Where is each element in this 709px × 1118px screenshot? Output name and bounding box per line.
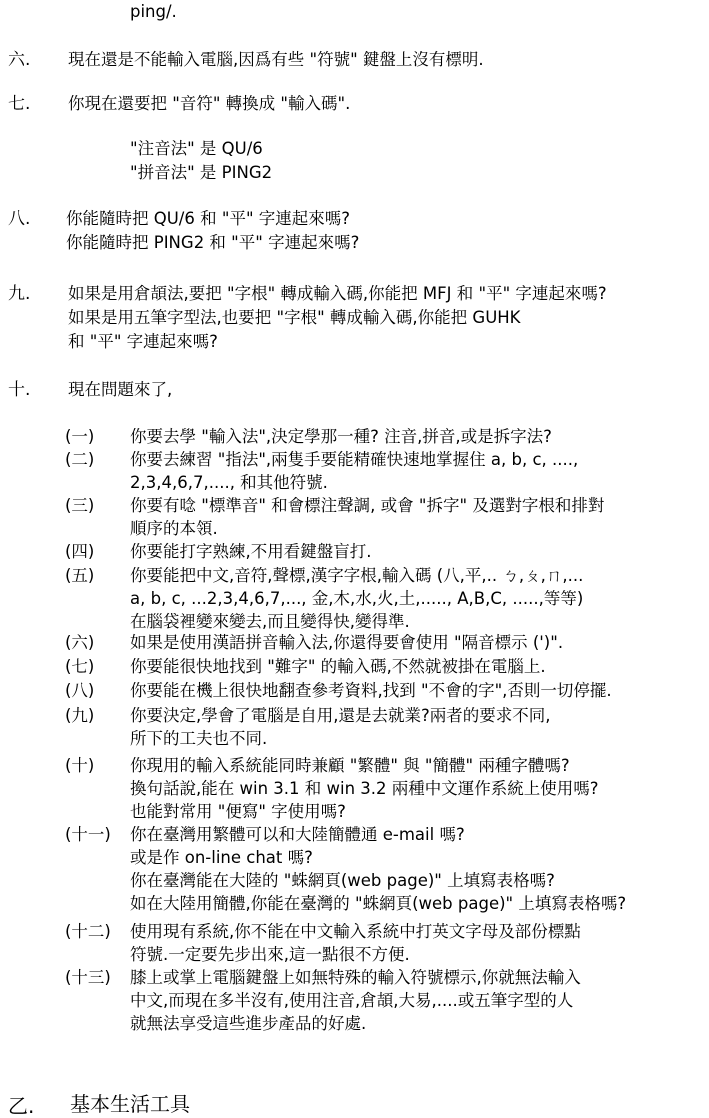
- item-text-line: 你在臺灣能在大陸的 "蛛網頁(web page)" 上填寫表格嗎?: [130, 871, 555, 890]
- section-number: 六.: [8, 50, 31, 70]
- section-number: 八.: [8, 209, 31, 229]
- item-text-line: 在腦袋裡變來變去,而且變得快,變得準.: [130, 612, 410, 631]
- footer-number: 乙.: [8, 1094, 35, 1118]
- item-text-line: 如在大陸用簡體,你能在臺灣的 "蛛網頁(web page)" 上填寫表格嗎?: [130, 894, 627, 913]
- item-text-line: 換句話說,能在 win 3.1 和 win 3.2 兩種中文運作系統上使用嗎?: [130, 779, 599, 798]
- section-text-line: 你能隨時把 QU/6 和 "平" 字連起來嗎?: [66, 209, 351, 228]
- item-text-line: 你在臺灣用繁體可以和大陸簡體通 e-mail 嗎?: [130, 825, 465, 844]
- section-text-line: 現在還是不能輸入電腦,因爲有些 "符號" 鍵盤上沒有標明.: [68, 50, 484, 69]
- item-text-line: 也能對常用 "便寫" 字使用嗎?: [130, 802, 346, 821]
- item-text-line: 就無法享受這些進步產品的好處.: [130, 1014, 367, 1033]
- item-text-line: 你要決定,學會了電腦是自用,還是去就業?兩者的要求不同,: [130, 706, 551, 725]
- section-text-line: 你現在還要把 "音符" 轉換成 "輸入碼".: [68, 94, 351, 113]
- item-label: (一): [65, 427, 95, 446]
- item-text-line: 中文,而現在多半沒有,使用注音,倉頡,大易,....或五筆字型的人: [130, 991, 574, 1010]
- item-text-line: 你現用的輸入系統能同時兼顧 "繁體" 與 "簡體" 兩種字體嗎?: [130, 756, 570, 775]
- item-text-line: 如果是使用漢語拼音輸入法,你還得要會使用 "隔音標示 (')".: [130, 633, 564, 652]
- section-text-line: 如果是用倉頡法,要把 "字根" 轉成輸入碼,你能把 MFJ 和 "平" 字連起來嗎?: [68, 284, 607, 303]
- section-text-line: "拼音法" 是 PING2: [130, 163, 273, 182]
- section-text-line: 如果是用五筆字型法,也要把 "字根" 轉成輸入碼,你能把 GUHK: [68, 308, 521, 327]
- footer-title: 基本生活工具: [70, 1092, 190, 1116]
- item-text-line: 順序的本領.: [130, 519, 218, 538]
- section-text-line: 和 "平" 字連起來嗎?: [68, 332, 218, 351]
- item-text-line: 你要能打字熟練,不用看鍵盤盲打.: [130, 542, 372, 561]
- item-text-line: 符號.一定要先步出來,這一點很不方便.: [130, 945, 410, 964]
- section-text-line: 你能隨時把 PING2 和 "平" 字連起來嗎?: [66, 233, 360, 252]
- section-number: 九.: [8, 284, 31, 304]
- item-text-line: a, b, c, ...2,3,4,6,7,..., 金,木,水,火,土,....., A,B,C, .....,等等): [130, 589, 584, 608]
- section-text-line: "注音法" 是 QU/6: [130, 139, 263, 158]
- item-text-line: 所下的工夫也不同.: [130, 729, 268, 748]
- item-label: (六): [65, 633, 95, 652]
- section-number: 七.: [8, 94, 31, 114]
- item-label: (九): [65, 706, 95, 725]
- item-text-line: 你要去學 "輸入法",決定學那一種? 注音,拼音,或是拆字法?: [130, 427, 552, 446]
- item-text-line: 2,3,4,6,7,...., 和其他符號.: [130, 473, 328, 492]
- item-label: (十二): [65, 922, 111, 941]
- item-label: (三): [65, 496, 95, 515]
- item-text-line: 你要能很快地找到 "難字" 的輸入碼,不然就被掛在電腦上.: [130, 657, 546, 676]
- item-label: (七): [65, 657, 95, 676]
- section-number: 十.: [8, 380, 31, 400]
- item-text-line: 你要去練習 "指法",兩隻手要能精確快速地掌握住 a, b, c, ....,: [130, 450, 579, 469]
- item-label: (十一): [65, 825, 111, 844]
- item-label: (四): [65, 542, 95, 561]
- item-text-line: 你要能把中文,音符,聲標,漢字字根,輸入碼 (八,平,.. ㄅ,ㄆ,ㄇ,...: [130, 566, 584, 585]
- item-text-line: 使用現有系統,你不能在中文輸入系統中打英文字母及部份標點: [130, 922, 581, 941]
- item-text-line: 你要有唸 "標準音" 和會標注聲調, 或會 "拆字" 及選對字根和排對: [130, 496, 605, 515]
- item-label: (十三): [65, 968, 111, 987]
- item-text-line: 或是作 on-line chat 嗎?: [130, 848, 313, 867]
- item-label: (八): [65, 681, 95, 700]
- section-text-line: 現在問題來了,: [68, 380, 173, 399]
- item-text-line: 膝上或掌上電腦鍵盤上如無特殊的輸入符號標示,你就無法輸入: [130, 968, 581, 987]
- item-text-line: 你要能在機上很快地翻查參考資料,找到 "不會的字",否則一切停擺.: [130, 681, 612, 700]
- item-label: (二): [65, 450, 95, 469]
- continuation-line: ping/.: [130, 2, 177, 21]
- item-label: (十): [65, 756, 95, 775]
- item-label: (五): [65, 566, 95, 585]
